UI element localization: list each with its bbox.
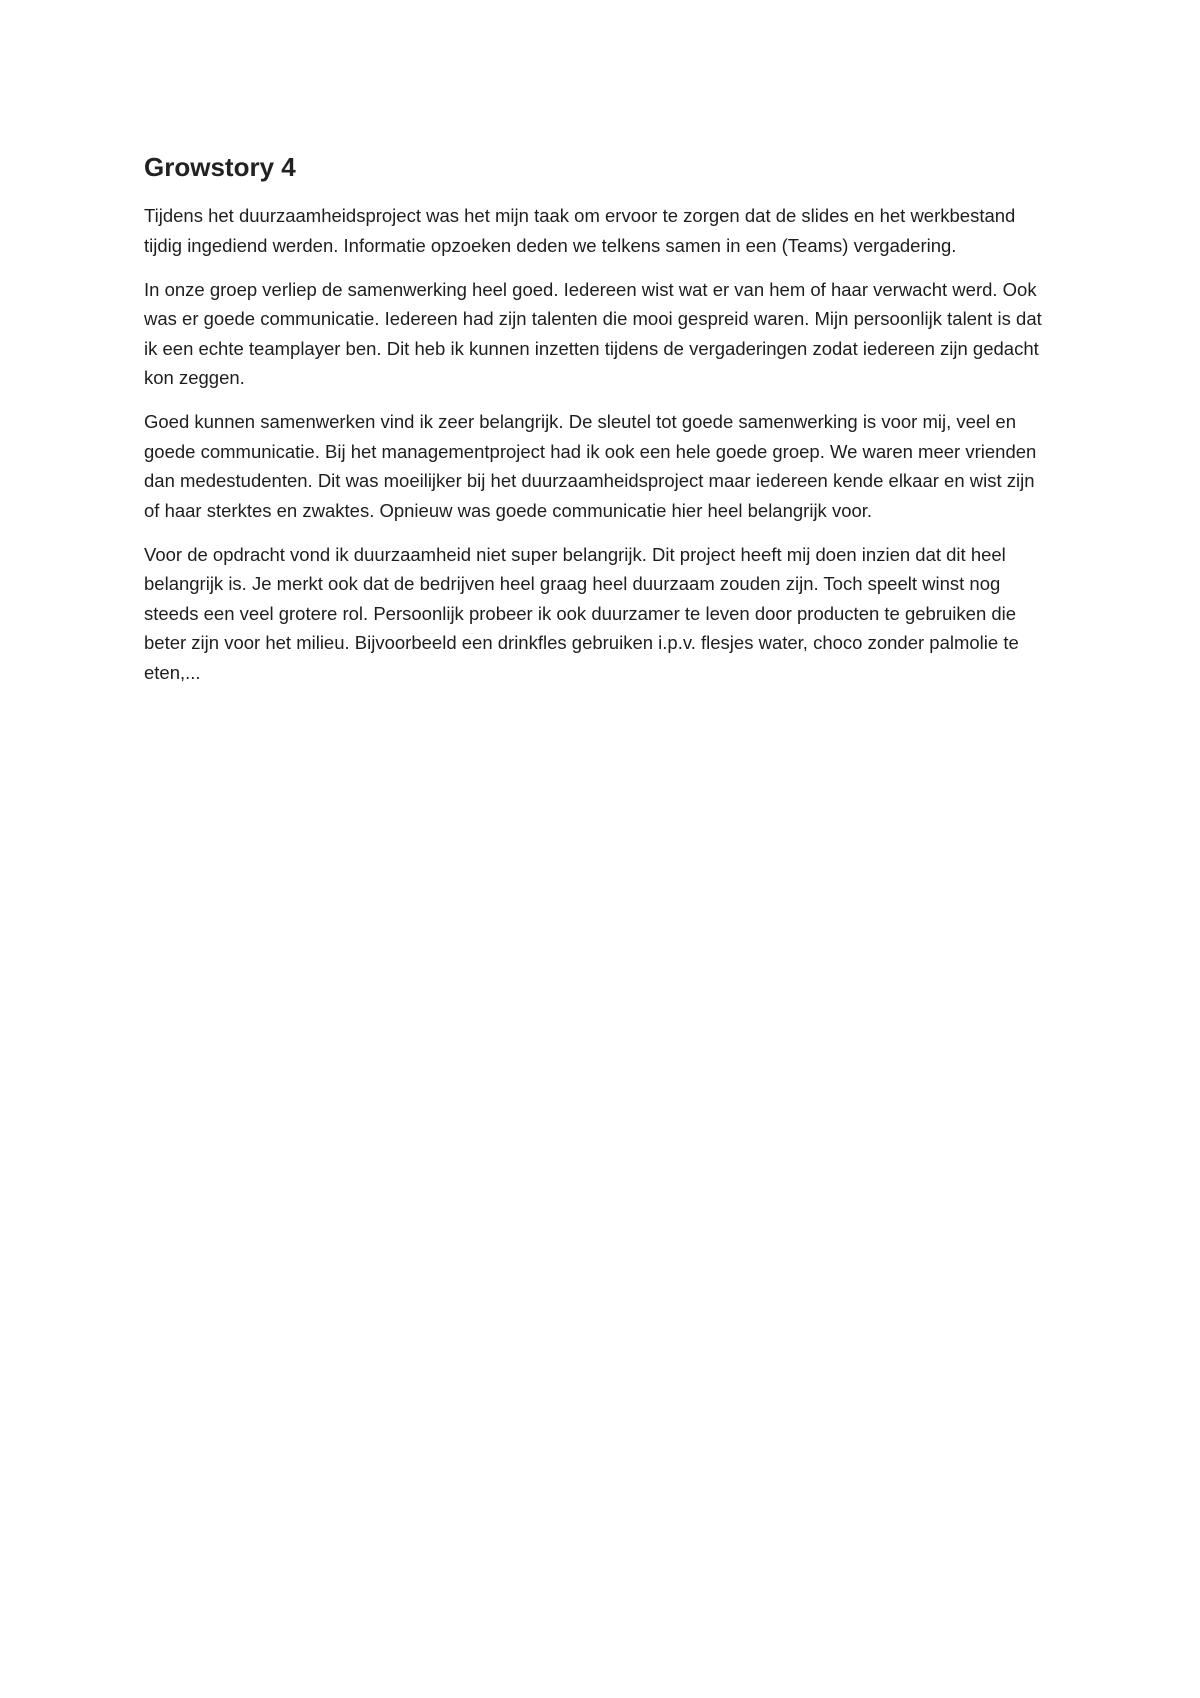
document-title: Growstory 4 xyxy=(144,152,296,182)
paragraph-4: Voor de opdracht vond ik duurzaamheid niet super belangrijk. Dit project heeft mij doen inzien dat dit heel belangrijk is. Je merkt ook dat de bedrijven heel graag heel duurzaam zouden zijn. Toch speelt winst nog steeds een veel grotere rol. Persoonlijk probeer ik ook duurzamer te leven door producten te gebruiken die beter zijn voor het milieu. Bijvoorbeeld een drinkfles gebruiken i.p.v. flesjes water, choco zonder palmolie te eten,... xyxy=(144,543,1019,683)
paragraph-1: Tijdens het duurzaamheidsproject was het mijn taak om ervoor te zorgen dat de slides en het werkbestand tijdig ingediend werden. Informatie opzoeken deden we telkens samen in een (Teams) vergadering. xyxy=(144,205,1016,256)
document-body xyxy=(144,150,1044,702)
paragraph-2: In onze groep verliep de samenwerking heel goed. Iedereen wist wat er van hem of haar verwacht werd. Ook was er goede communicatie. Iedereen had zijn talenten die mooi gespreid waren. Mijn persoonlijk talent is dat ik een echte teamplayer ben. Dit heb ik kunnen inzetten tijdens de vergaderingen zodat iedereen zijn gedacht kon zeggen. xyxy=(144,278,1042,388)
paragraph-3: Goed kunnen samenwerken vind ik zeer belangrijk. De sleutel tot goede samenwerking is voor mij, veel en goede communicatie. Bij het managementproject had ik ook een hele goede groep. We waren meer vrienden dan medestudenten. Dit was moeilijker bij het duurzaamheidsproject maar iedereen kende elkaar en wist zijn of haar sterktes en zwaktes. Opnieuw was goede communicatie hier heel belangrijk voor. xyxy=(144,411,1037,521)
